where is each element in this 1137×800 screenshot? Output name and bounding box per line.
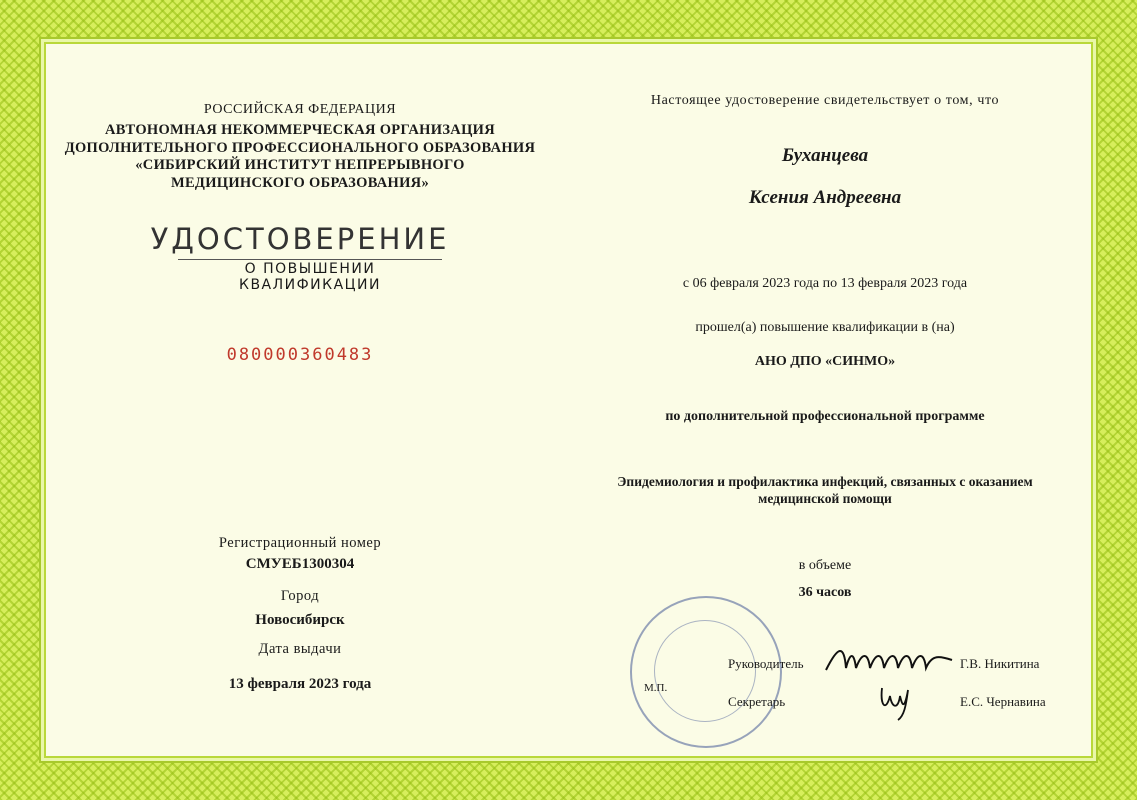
holder-surname: Буханцева [781,145,869,166]
org-line: АВТОНОМНАЯ НЕКОММЕРЧЕСКАЯ ОРГАНИЗАЦИЯ [104,122,495,138]
org-line: МЕДИЦИНСКОГО ОБРАЗОВАНИЯ» [170,174,430,191]
document-title: УДОСТОВЕРЕНИЕ [150,222,450,256]
handwritten-signature-icon [876,682,916,722]
program-label: по дополнительной профессиональной программе [665,409,985,424]
registration-label: Регистрационный номер [218,535,382,551]
document-subtitle: О ПОВЫШЕНИИ КВАЛИФИКАЦИИ [178,259,442,293]
secretary-name: Е.С. Чернавина [960,694,1046,709]
city-label: Город [280,588,320,604]
city: Новосибирск [255,612,345,628]
program-line: Эпидемиология и профилактика инфекций, связанных с оказанием [617,474,1033,489]
training-period: с 06 февраля 2023 года по 13 февраля 2023 года [682,276,968,291]
handwritten-signature-icon [822,640,957,682]
seal-place-label: М.П. [644,682,668,694]
org-line: «СИБИРСКИЙ ИНСТИТУТ НЕПРЕРЫВНОГО [135,157,465,173]
head-label: Руководитель [728,656,804,671]
hours: 36 часов [798,585,852,600]
issue-date-label: Дата выдачи [258,641,342,657]
program-line: медицинской помощи [758,491,892,506]
institution-seal-icon [630,596,782,748]
country: РОССИЙСКАЯ ФЕДЕРАЦИЯ [203,102,397,117]
org-line: ДОПОЛНИТЕЛЬНОГО ПРОФЕССИОНАЛЬНОГО ОБРАЗОВАНИЯ [64,139,536,156]
program-title [555,473,1095,507]
organization-name [60,122,540,192]
intro-text: Настоящее удостоверение свидетельствует о том, что [650,93,1000,108]
serial-number: 080000360483 [226,345,374,365]
registration-number: СМУЕБ1300304 [245,556,355,572]
issue-date: 13 февраля 2023 года [228,676,372,692]
secretary-label: Секретарь [728,694,786,709]
volume-label: в объеме [798,558,852,573]
institution: АНО ДПО «СИНМО» [754,354,896,369]
holder-names: Ксения Андреевна [748,187,902,208]
passed-text: прошел(а) повышение квалификации в (на) [695,320,955,335]
head-name: Г.В. Никитина [960,656,1040,671]
